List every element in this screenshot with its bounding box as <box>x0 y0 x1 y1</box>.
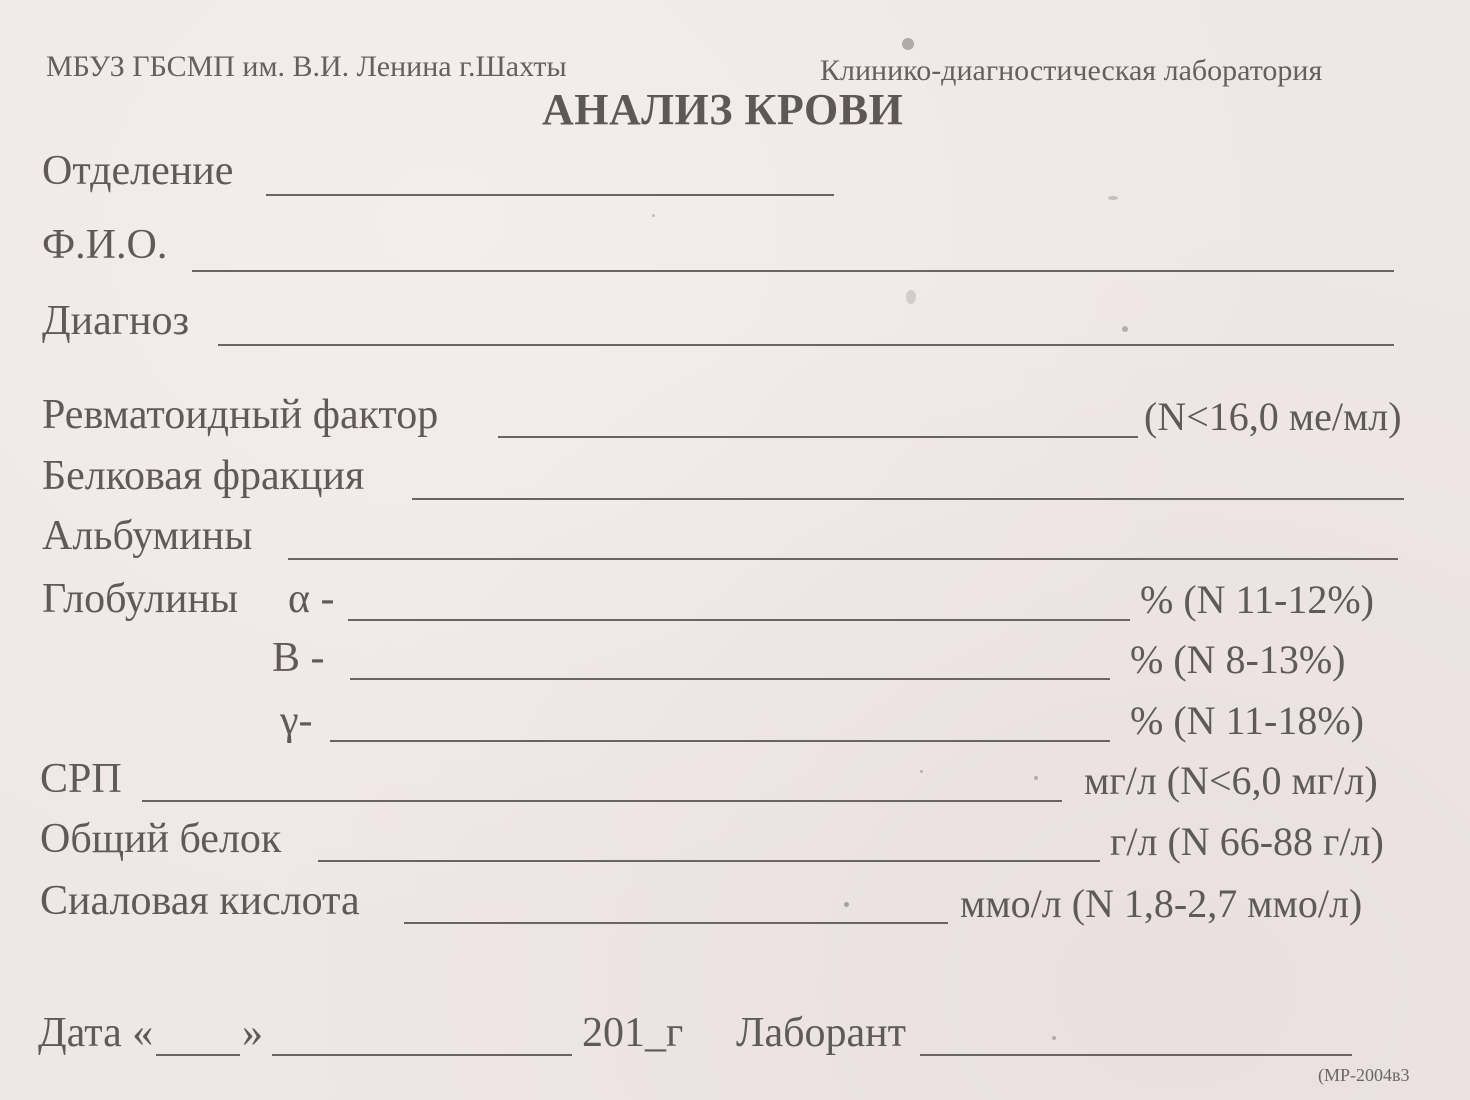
beta-globulin-field[interactable] <box>350 678 1110 680</box>
fio-label: Ф.И.О. <box>42 222 168 268</box>
paper-speck <box>1052 1036 1056 1040</box>
form-title: АНАЛИЗ КРОВИ <box>542 85 904 134</box>
sialic-acid-label: Сиаловая кислота <box>40 878 360 924</box>
diagnosis-field[interactable] <box>218 344 1394 346</box>
date-year: 201_г <box>582 1010 684 1056</box>
paper-speck <box>920 770 923 773</box>
paper-speck <box>1108 196 1118 200</box>
total-protein-label: Общий белок <box>40 816 282 862</box>
alpha-globulin-norm: % (N 11-12%) <box>1140 577 1375 622</box>
form-code: (МР-2004в3 <box>1318 1065 1410 1085</box>
alpha-globulin-field[interactable] <box>348 619 1130 621</box>
gamma-globulin-norm: % (N 11-18%) <box>1130 698 1365 743</box>
total-protein-field[interactable] <box>318 860 1100 862</box>
crp-label: СРП <box>40 756 122 802</box>
paper-speck <box>1034 776 1038 780</box>
diagnosis-label: Диагноз <box>42 298 190 344</box>
gamma-globulin-field[interactable] <box>330 740 1110 742</box>
paper-speck <box>844 902 849 907</box>
institution-name: МБУЗ ГБСМП им. В.И. Ленина г.Шахты <box>46 50 567 83</box>
lab-assistant-field[interactable] <box>920 1054 1352 1056</box>
date-label: Дата « <box>38 1010 154 1056</box>
date-close-quote: » <box>242 1010 263 1056</box>
paper-speck <box>1122 326 1128 332</box>
crp-field[interactable] <box>142 800 1062 802</box>
albumins-field[interactable] <box>288 558 1398 560</box>
albumins-label: Альбумины <box>42 513 253 559</box>
date-day-field[interactable] <box>156 1054 240 1056</box>
crp-norm: мг/л (N<6,0 мг/л) <box>1084 758 1378 803</box>
protein-fraction-field[interactable] <box>412 498 1404 500</box>
department-label: Отделение <box>42 148 234 194</box>
paper-speck <box>652 214 655 217</box>
paper-speck <box>906 290 916 304</box>
laboratory-name: Клинико-диагностическая лаборатория <box>820 54 1323 87</box>
protein-fraction-label: Белковая фракция <box>42 453 365 499</box>
lab-assistant-label: Лаборант <box>736 1010 906 1056</box>
globulins-label: Глобулины <box>42 576 239 622</box>
sialic-acid-norm: ммо/л (N 1,8-2,7 ммо/л) <box>960 881 1363 926</box>
sialic-acid-field[interactable] <box>404 922 948 924</box>
department-field[interactable] <box>266 194 834 196</box>
alpha-label: α - <box>288 576 335 622</box>
rheumatoid-factor-field[interactable] <box>498 436 1138 438</box>
fio-field[interactable] <box>192 270 1394 272</box>
date-month-field[interactable] <box>272 1054 572 1056</box>
beta-globulin-norm: % (N 8-13%) <box>1130 637 1346 682</box>
rheumatoid-factor-label: Ревматоидный фактор <box>42 392 439 438</box>
beta-label: В - <box>272 635 325 681</box>
paper-speck <box>902 38 914 50</box>
total-protein-norm: г/л (N 66-88 г/л) <box>1110 819 1384 864</box>
gamma-label: γ- <box>280 698 313 744</box>
rheumatoid-factor-norm: (N<16,0 ме/мл) <box>1144 394 1402 439</box>
